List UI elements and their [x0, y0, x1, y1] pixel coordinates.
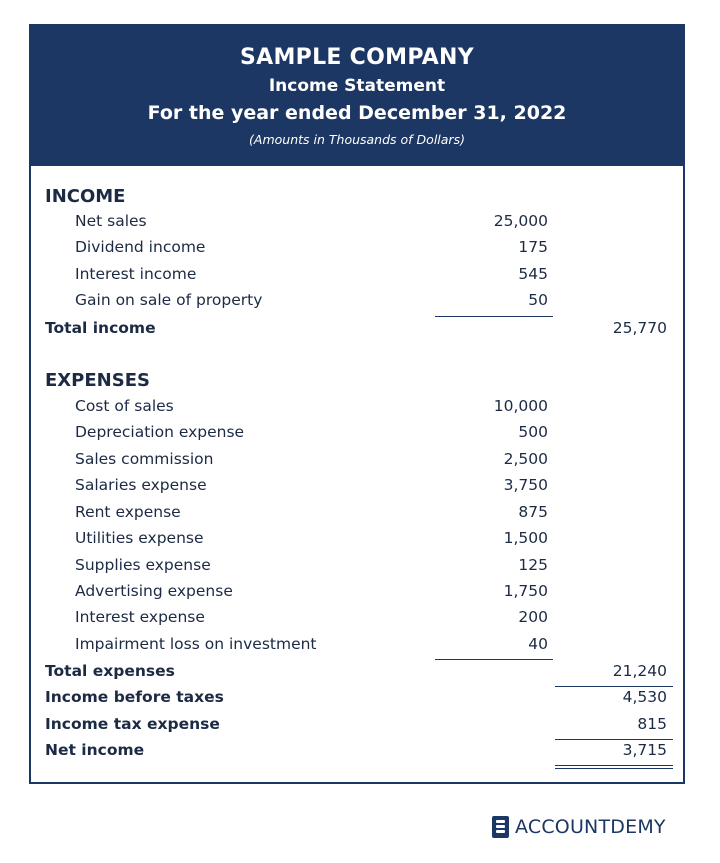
income-tax-rule: [555, 739, 673, 740]
income-item-amount: 50: [528, 291, 548, 309]
total-expenses-rule: [555, 686, 673, 687]
total-expenses-row: [31, 662, 683, 686]
expense-item-label: Utilities expense: [75, 529, 204, 547]
income-item-label: Gain on sale of property: [75, 291, 263, 309]
total-expenses-amount: 21,240: [612, 662, 667, 680]
income-item-label: Interest income: [75, 265, 197, 283]
expense-item-label: Sales commission: [75, 450, 214, 468]
income-row: [31, 291, 683, 315]
expense-item-amount: 1,750: [503, 582, 548, 600]
income-subtotal-rule: [435, 316, 553, 317]
income-heading: INCOME: [45, 186, 126, 207]
income-statement-card: [29, 24, 685, 784]
expense-item-label: Depreciation expense: [75, 423, 245, 441]
expense-item-label: Salaries expense: [75, 476, 207, 494]
total-income-row: [31, 319, 683, 343]
expense-row: [31, 397, 683, 421]
expense-row: [31, 423, 683, 447]
expense-item-label: Advertising expense: [75, 582, 233, 600]
expenses-heading: EXPENSES: [45, 370, 150, 391]
expenses-heading-row: [31, 370, 683, 394]
income-tax-amount: 815: [637, 715, 667, 733]
expense-item-amount: 40: [528, 635, 548, 653]
expense-item-amount: 200: [518, 608, 548, 626]
statement-header: [31, 26, 683, 166]
income-before-taxes-row: [31, 688, 683, 712]
net-income-row: [31, 741, 683, 765]
expense-item-label: Supplies expense: [75, 556, 211, 574]
total-income-amount: 25,770: [612, 319, 667, 337]
expense-item-amount: 2,500: [503, 450, 548, 468]
income-row: [31, 265, 683, 289]
expense-item-label: Interest expense: [75, 608, 205, 626]
net-income-label: Net income: [45, 741, 145, 759]
expense-row: [31, 582, 683, 606]
expense-item-amount: 1,500: [503, 529, 548, 547]
expense-row: [31, 608, 683, 632]
income-row: [31, 238, 683, 262]
expense-row: [31, 503, 683, 527]
expense-item-label: Cost of sales: [75, 397, 174, 415]
expense-row: [31, 450, 683, 474]
statement-title: Income Statement: [268, 76, 446, 96]
income-item-amount: 25,000: [493, 212, 548, 230]
expense-row: [31, 529, 683, 553]
total-expenses-label: Total expenses: [45, 662, 175, 680]
expense-row: [31, 476, 683, 500]
brand-name: ACCOUNTDEMY: [515, 816, 666, 838]
expense-item-amount: 10,000: [493, 397, 548, 415]
expense-item-amount: 125: [518, 556, 548, 574]
expense-item-amount: 500: [518, 423, 548, 441]
income-item-amount: 545: [518, 265, 548, 283]
income-item-label: Dividend income: [75, 238, 206, 256]
income-before-taxes-amount: 4,530: [622, 688, 667, 706]
amounts-note: (Amounts in Thousands of Dollars): [249, 132, 465, 147]
income-row: [31, 212, 683, 236]
expense-item-label: Impairment loss on investment: [75, 635, 317, 653]
expense-row: [31, 556, 683, 580]
accountdemy-logo-icon: [492, 816, 509, 838]
company-name: SAMPLE COMPANY: [239, 45, 474, 70]
expense-item-amount: 3,750: [503, 476, 548, 494]
expense-item-label: Rent expense: [75, 503, 181, 521]
income-before-taxes-label: Income before taxes: [45, 688, 224, 706]
net-income-amount: 3,715: [622, 741, 667, 759]
income-tax-label: Income tax expense: [45, 715, 220, 733]
expense-row: [31, 635, 683, 659]
income-heading-row: [31, 186, 683, 210]
income-item-amount: 175: [518, 238, 548, 256]
statement-period: For the year ended December 31, 2022: [147, 102, 567, 124]
accountdemy-brand: [492, 814, 666, 840]
expense-item-amount: 875: [518, 503, 548, 521]
expenses-subtotal-rule: [435, 659, 553, 660]
income-tax-row: [31, 715, 683, 739]
total-income-label: Total income: [45, 319, 156, 337]
net-income-double-rule: [555, 765, 673, 769]
income-item-label: Net sales: [75, 212, 147, 230]
